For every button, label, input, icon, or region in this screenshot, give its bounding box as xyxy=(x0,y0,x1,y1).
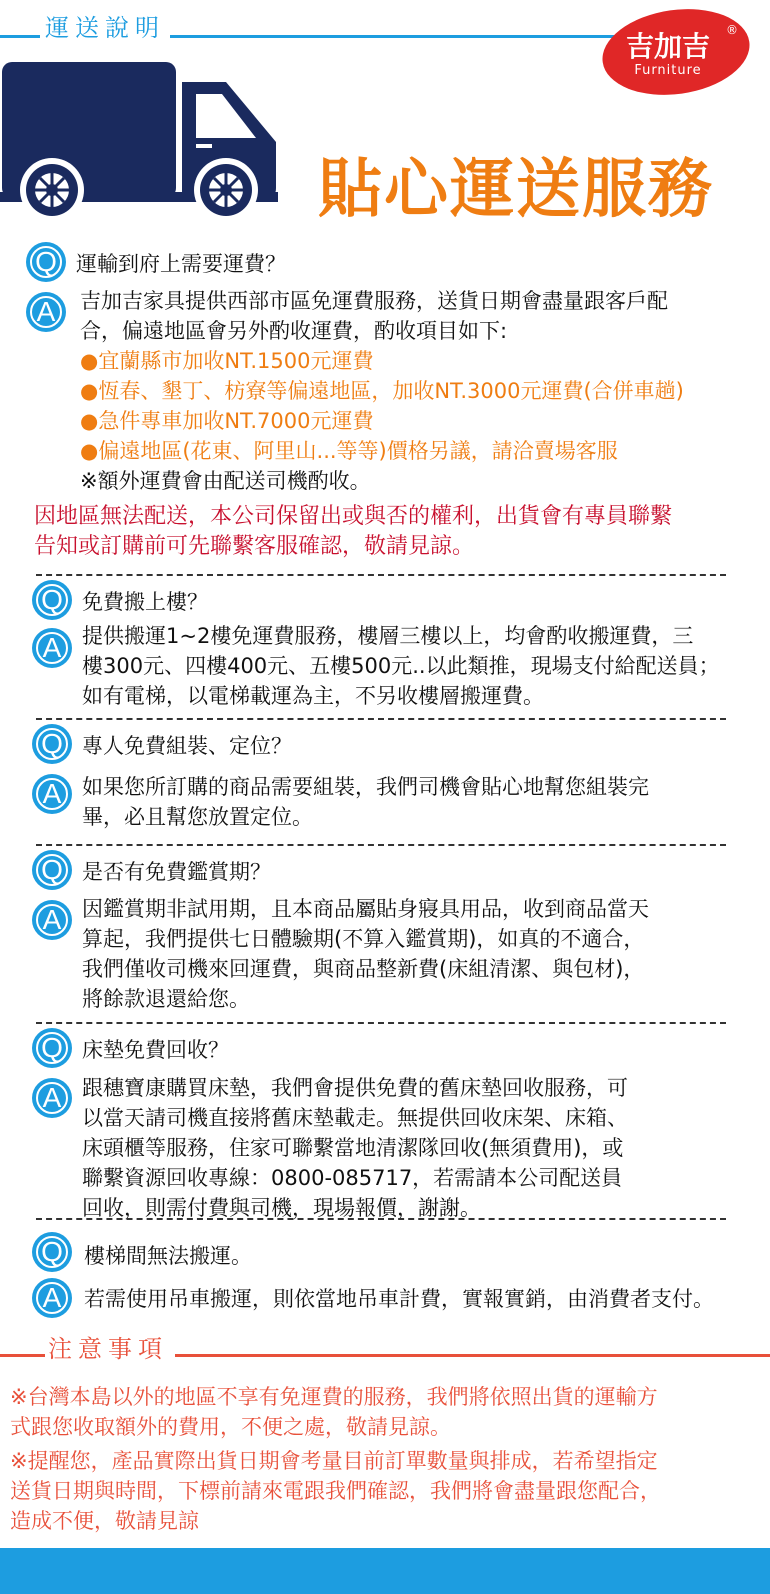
faq-answer xyxy=(82,621,762,711)
note-line: ※提醒您，產品實際出貨日期會考量目前訂單數量與排成，若希望指定 xyxy=(10,1449,658,1473)
footer-bar xyxy=(0,1548,770,1594)
answer-line: 吉加吉家具提供西部市區免運費服務，送貨日期會盡量跟客戶配 xyxy=(80,289,668,313)
answer-line: 算起，我們提供七日體驗期(不算入鑑賞期)，如真的不適合， xyxy=(82,927,645,951)
answer-badge-icon: A xyxy=(32,628,72,668)
question-badge-icon: Q xyxy=(32,580,72,620)
warning-line: 因地區無法配送，本公司保留出或與否的權利，出貨會有專員聯繫 xyxy=(34,504,673,529)
answer-line: 床頭櫃等服務，住家可聯繫當地清潔隊回收(無須費用)，或 xyxy=(82,1136,624,1160)
question-badge-icon: Q xyxy=(32,724,72,764)
note-line: 造成不便，敬請見諒 xyxy=(10,1509,199,1533)
note-line: ※台灣本島以外的地區不享有免運費的服務，我們將依照出貨的運輸方 xyxy=(10,1385,658,1409)
logo-text: 吉加吉 xyxy=(625,30,711,63)
answer-line: 我們僅收司機來回運費，與商品整新費(床組清潔、與包材)， xyxy=(82,957,645,981)
header-line-right xyxy=(170,35,640,38)
faq-answer xyxy=(80,286,760,496)
faq-question: 樓梯間無法搬運。 xyxy=(84,1244,252,1268)
delivery-warning xyxy=(34,502,754,562)
divider xyxy=(36,718,726,720)
logo-registered-mark: ® xyxy=(726,23,738,37)
shipping-section-title: 運送說明 xyxy=(45,14,165,42)
divider xyxy=(36,574,726,576)
note-offshore-shipping xyxy=(10,1382,755,1442)
answer-badge-icon: A xyxy=(32,1278,72,1318)
answer-badge-icon: A xyxy=(26,292,66,332)
brand-logo xyxy=(600,4,752,96)
answer-line: 畢，必且幫您放置定位。 xyxy=(82,805,313,829)
divider xyxy=(36,1218,726,1220)
faq-answer xyxy=(84,1284,764,1314)
answer-line: 因鑑賞期非試用期，且本商品屬貼身寢具用品，收到商品當天 xyxy=(82,897,649,921)
main-title: 貼心運送服務 xyxy=(318,153,714,227)
logo-sub: Furniture xyxy=(634,63,702,78)
warning-line: 告知或訂購前可先聯繫客服確認，敬請見諒。 xyxy=(34,534,475,559)
divider xyxy=(36,1022,726,1024)
note-line: 送貨日期與時間，下標前請來電跟我們確認，我們將會盡量跟您配合， xyxy=(10,1479,661,1503)
truck-icon xyxy=(0,60,280,225)
header-line-left xyxy=(0,35,40,38)
answer-line: 將餘款退還給您。 xyxy=(82,987,250,1011)
note-delivery-date xyxy=(10,1446,755,1536)
answer-badge-icon: A xyxy=(32,1078,72,1118)
answer-line: 合，偏遠地區會另外酌收運費，酌收項目如下: xyxy=(80,319,508,343)
answer-line: 如有電梯，以電梯載運為主，不另收樓層搬運費。 xyxy=(82,684,544,708)
truck-wheel-rear xyxy=(20,158,84,222)
divider xyxy=(36,844,726,846)
notes-section-header xyxy=(0,1324,770,1364)
answer-line: 跟穗寶康購買床墊，我們會提供免費的舊床墊回收服務，可 xyxy=(82,1076,628,1100)
fee-item: ●恆春、墾丁、枋寮等偏遠地區，加收NT.3000元運費(合併車趟) xyxy=(80,379,684,403)
header-line-right xyxy=(175,1354,770,1357)
answer-line: 以當天請司機直接將舊床墊載走。無提供回收床架、床箱、 xyxy=(82,1106,628,1130)
answer-line: 提供搬運1~2樓免運費服務，樓層三樓以上，均會酌收搬運費，三 xyxy=(82,624,694,648)
question-badge-icon: Q xyxy=(32,1232,72,1272)
faq-question: 運輸到府上需要運費？ xyxy=(76,252,286,276)
faq-question: 免費搬上樓？ xyxy=(82,590,208,614)
answer-line: 若需使用吊車搬運，則依當地吊車計費，實報實銷，由消費者支付。 xyxy=(84,1287,714,1311)
fee-item: ●急件專車加收NT.7000元運費 xyxy=(80,409,374,433)
question-badge-icon: Q xyxy=(26,242,66,282)
answer-line: 樓300元、四樓400元、五樓500元..以此類推，現場支付給配送員； xyxy=(82,654,720,678)
question-badge-icon: Q xyxy=(32,1028,72,1068)
answer-line: 回收，則需付費與司機，現場報價，謝謝。 xyxy=(82,1196,481,1220)
fee-item: ●宜蘭縣市加收NT.1500元運費 xyxy=(80,349,374,373)
notes-section-title: 注意事項 xyxy=(48,1335,168,1363)
faq-answer xyxy=(82,772,762,832)
faq-answer xyxy=(82,1073,762,1223)
answer-badge-icon: A xyxy=(32,774,72,814)
header-line-left xyxy=(0,1354,45,1357)
faq-answer xyxy=(82,894,762,1014)
faq-question: 床墊免費回收？ xyxy=(82,1038,229,1062)
faq-question: 專人免費組裝、定位？ xyxy=(82,734,292,758)
fee-item: ●偏遠地區(花東、阿里山...等等)價格另議，請洽賣場客服 xyxy=(80,439,618,463)
truck-wheel-front xyxy=(194,158,258,222)
answer-line: 聯繫資源回收專線：0800-085717，若需請本公司配送員 xyxy=(82,1166,623,1190)
extra-fee-note: ※額外運費會由配送司機酌收。 xyxy=(80,469,371,493)
faq-question: 是否有免費鑑賞期？ xyxy=(82,860,271,884)
answer-badge-icon: A xyxy=(32,900,72,940)
answer-line: 如果您所訂購的商品需要組裝，我們司機會貼心地幫您組裝完 xyxy=(82,775,649,799)
note-line: 式跟您收取額外的費用，不便之處，敬請見諒。 xyxy=(10,1415,451,1439)
question-badge-icon: Q xyxy=(32,850,72,890)
